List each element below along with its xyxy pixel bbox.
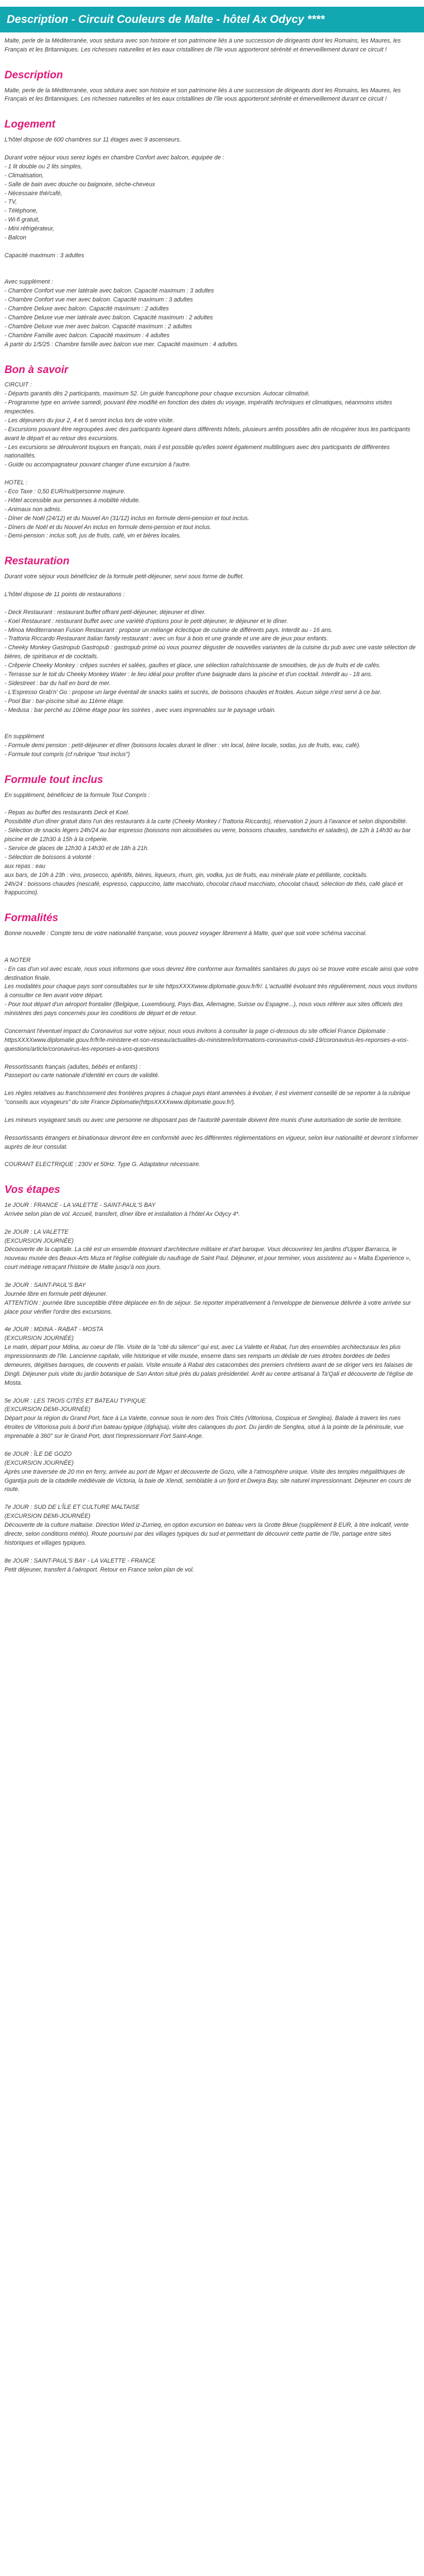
- text-line: - Chambre Deluxe vue mer avec balcon. Capacité maximum : 2 adultes: [4, 323, 192, 330]
- text-line: Concernant l'éventuel impact du Coronavirus sur votre séjour, nous vous invitons à consulter la page ci-dessous du site officiel France Diplomatie :: [4, 1027, 389, 1035]
- spacer: [4, 270, 420, 279]
- spacer: [4, 724, 420, 733]
- spacer: [4, 1081, 420, 1089]
- text-line: A NOTER: [4, 956, 31, 964]
- text-line: - Crêperie Cheeky Monkey : crêpes sucrées et salées, gaufres et glace, une sélection rafraîchissante de smoothies, de jus de fruits et de cafés.: [4, 662, 381, 669]
- section-heading-description: Description: [4, 69, 63, 81]
- text-line: - Dîners de Noël et du Nouvel An inclus en formule demi-pension et tout inclus.: [4, 523, 211, 531]
- text-line: (EXCURSION JOURNÉE): [4, 1237, 74, 1244]
- text-line: - Les déjeuners du jour 2, 4 et 6 seront inclus lors de votre visite.: [4, 417, 175, 424]
- text-line: Possibilité d'un dîner gratuit dans l'un des restaurants à la carte (Cheeky Monkey / Trattoria Riccardo), réservation 2 jours à l'avance et selon disponibilité.: [4, 818, 408, 825]
- section-formule-tout-inclus: [4, 774, 420, 898]
- text-line: - Sélection de snacks légers 24h/24 au bar espresso (boissons non alcoolisées ou verre, boissons chaudes, sandwichs et salades), de 12h à 14h30 au bar piscine et de 12h30 à 15h à la crêperie.: [4, 827, 411, 843]
- text-line: - Chambre Confort vue mer avec balcon. Capacité maximum : 3 adultes: [4, 296, 193, 304]
- text-line: - Programme type en arrivée samedi, pouvant être modifié en fonction des dates du voyage, impératifs techniques et climatiques, néanmoins visites respectées.: [4, 399, 393, 415]
- text-line: - Chambre Confort vue mer latérale avec balcon. Capacité maximum : 3 adultes: [4, 287, 214, 295]
- text-line: - Mini réfrigérateur,: [4, 225, 54, 233]
- text-line: ATTENTION : journée libre susceptible d'être déplacée en fin de séjour. Se reporter impérativement à l'enveloppe de bienvenue délivrée à votre arrivée sur place pour vérifier l'ordre des excursions.: [4, 1299, 411, 1315]
- section-body-bon-a-savoir: [4, 381, 420, 541]
- text-line: - Pour tout départ d'un aéroport frontalier (Belgique, Luxembourg, Pays-Bas, Allemagne, Suisse ou Espagne...), nous vous référer aux sites officiels des ministères des pays concernés pour les conditions de départ et de retour.: [4, 1001, 403, 1017]
- text-line: - Balcon: [4, 234, 26, 241]
- text-line: - Sélection de boissons à volonté :: [4, 853, 95, 861]
- spacer: [4, 1317, 420, 1326]
- section-restauration: [4, 555, 420, 759]
- text-line: 6e JOUR : ÎLE DE GOZO: [4, 1450, 72, 1457]
- text-line: Journée libre en formule petit déjeuner.: [4, 1290, 107, 1298]
- text-line: - Chambre Deluxe avec balcon. Capacité maximum : 2 adultes: [4, 305, 169, 313]
- text-line: - Salle de bain avec douche ou baignoire, sèche-cheveux: [4, 181, 156, 188]
- text-line: - Hôtel accessible aux personnes à mobilité réduite.: [4, 497, 140, 504]
- section-vos-etapes: [4, 1184, 420, 1574]
- spacer: [4, 145, 420, 154]
- text-line: - Minoa Mediterranean Fusion Restaurant : propose un mélange éclectique de cuisine de différents pays. Interdit au - 16 ans.: [4, 626, 333, 634]
- spacer: [4, 582, 420, 591]
- section-description: [4, 69, 420, 105]
- section-body-formule-tout-inclus: [4, 791, 420, 898]
- text-line: - TV,: [4, 199, 17, 206]
- section-body-vos-etapes: [4, 1201, 420, 1574]
- text-line: A partir du 1/5/25 : Chambre famille avec balcon vue mer. Capacité maximum : 4 adultes.: [4, 341, 239, 348]
- intro-paragraph: Malte, perle de la Méditerranée, vous séduira avec son histoire et son patrimoine liés à une succession de dirigeants dont les Romains, les Maures, les Français et les Britanniques. Les richesses naturelles et les eaux cristallines de l'île vous apporteront sérénité et émerveillement durant ce circuit !: [4, 37, 401, 53]
- text-line: - Eco Taxe : 0,50 EUR/nuit/personne majeure.: [4, 488, 126, 496]
- text-line: - Chambre Famille avec balcon. Capacité maximum : 4 adultes: [4, 332, 169, 339]
- section-body-logement: [4, 136, 420, 349]
- text-line: CIRCUIT :: [4, 381, 32, 389]
- section-logement: [4, 119, 420, 349]
- section-body-restauration: [4, 573, 420, 759]
- text-line: Découverte de la culture maltaise. Direction Wied iz-Zurrieq, en option excursion en bateau vers la Grotte Bleue (supplément 8 EUR, à titre indicatif, vente directe, selon conditions météo). Route poursuivi par des villages typiques du sud et permettant de découvrir cette partie de l'île, partage entre sites historiques et villages typiques.: [4, 1522, 409, 1546]
- text-line: - Service de glaces de 12h30 à 14h30 et de 18h à 21h.: [4, 845, 149, 852]
- text-line: Départ pour la région du Grand Port, face à La Valette, connue sous le nom des Trois Cités (Vittoriosa, Cospicua et Senglea). Balade à travers les rues étroites de Vittoriosa puis à bord d'un bateau typique (dghajsa), visite des calanques du port. Du jardin de Senglea, situé à la pointe de la péninsule, vue imprenable à 360° sur le Grand Port, dont l'impressionnant Fort Saint-Ange.: [4, 1415, 404, 1440]
- text-line: 8e JOUR : SAINT-PAUL'S BAY - LA VALETTE - FRANCE: [4, 1557, 156, 1564]
- section-heading-restauration: Restauration: [4, 555, 70, 568]
- text-line: 4e JOUR : MDINA - RABAT - MOSTA: [4, 1326, 103, 1333]
- text-line: - Climatisation,: [4, 172, 44, 179]
- text-line: - Medusa : bar perché au 10ème étage pour les soirées , avec vues imprenables sur le paysage urbain.: [4, 706, 276, 714]
- spacer: [4, 1219, 420, 1228]
- text-line: - Cheeky Monkey Gastropub Gastropub : gastropub primé où vous pourrez déguster de nouvelles variantes de la cuisine du pub avec une vaste sélection de bières, de spiritueux et de cocktails.: [4, 644, 416, 660]
- section-heading-logement: Logement: [4, 119, 55, 131]
- text-line: (EXCURSION JOURNÉE): [4, 1335, 74, 1342]
- section-heading-vos-etapes: Vos étapes: [4, 1184, 60, 1196]
- spacer: [4, 1388, 420, 1397]
- text-line: 1e JOUR : FRANCE - LA VALETTE - SAINT-PAUL'S BAY: [4, 1201, 156, 1209]
- text-line: - Pool Bar : bar-piscine situé au 11ème étage.: [4, 697, 125, 705]
- text-line: COURANT ELECTRIQUE : 230V et 50Hz. Type G. Adaptateur nécessaire.: [4, 1161, 201, 1168]
- text-line: Petit déjeuner, transfert à l'aéroport. Retour en France selon plan de vol.: [4, 1566, 194, 1573]
- text-line: - Formule tout compris (cf rubrique "tout inclus"): [4, 751, 130, 758]
- text-line: Les mineurs voyageant seuls ou avec une personne ne disposant pas de l'autorité parentale doivent être munis d'une autorisation de sortie de territoire.: [4, 1116, 403, 1124]
- text-line: Le matin, départ pour Mdina, au coeur de l'île. Visite de la "cité du silence" qui est, avec La Valette et Rabat, l'un des ensembles architecturaux les plus impressionnants de l'île. Lancienne capitale, ville historique et ville musée, enserre dans ses remparts un dédale de rues étroites bordées de belles demeures, dégitises baroques, de couvents et palais. Visite ensuite à Rabat des catacombes des premiers chrétiens avant de se diriger vers les falaises de Dingli. Déjeuner puis visite du jardin botanique de San Anton situé près du palais présidentiel. Arrêt au centre artisanal à Ta'Qali et découverte de l'église de Mosta.: [4, 1344, 413, 1386]
- text-line: 3e JOUR : SAINT-PAUL'S BAY: [4, 1282, 86, 1289]
- spacer: [4, 938, 420, 947]
- text-line: - Repas au buffet des restaurants Deck et Koel.: [4, 809, 130, 817]
- text-line: HOTEL :: [4, 479, 28, 487]
- spacer: [4, 1152, 420, 1160]
- text-line: - Téléphone,: [4, 207, 38, 215]
- spacer: [4, 1107, 420, 1116]
- section-body-formalites: [4, 930, 420, 1169]
- text-line: - Excursions pouvant être regroupées avec des participants logeant dans différents hôtels, plusieurs arrêts possibles afin de récupérer tous les participants avant le départ et au retour des excursions.: [4, 426, 411, 442]
- text-line: En supplément: [4, 733, 44, 740]
- section-heading-bon-a-savoir: Bon à savoir: [4, 364, 69, 376]
- spacer: [4, 261, 420, 270]
- content: [0, 37, 424, 1574]
- text-line: Durant votre séjour vous serez logés en chambre Confort avec balcon, équipée de :: [4, 154, 224, 161]
- text-line: - Sidestreet : bar du hall en bord de mer.: [4, 680, 111, 687]
- text-line: L'hôtel dispose de 600 chambres sur 11 étages avec 9 ascenseurs.: [4, 136, 181, 144]
- text-line: - Chambre Deluxe vue mer latérale avec balcon. Capacité maximum : 2 adultes: [4, 314, 213, 321]
- text-line: (EXCURSION JOURNÉE): [4, 1459, 74, 1466]
- spacer: [4, 470, 420, 479]
- text-line: (EXCURSION DEMI-JOURNÉE): [4, 1513, 91, 1520]
- text-line: - Terrasse sur le toit du Cheeky Monkey Water : le lieu idéal pour profiter d'une baignade dans la piscine et d'un cocktail. Interdit au - 18 ans.: [4, 671, 373, 678]
- spacer: [4, 800, 420, 809]
- text-line: Avec supplément :: [4, 279, 53, 286]
- spacer: [4, 1441, 420, 1450]
- section-body-description: [4, 87, 420, 105]
- text-line: Les modalités pour chaque pays sont consultables sur le site httpsXXXXwww.diplomatie.gouv.fr/fr/. L'actualité évoluant très régulièrement, nous vous invitons à consulter ce lien avant votre départ.: [4, 983, 417, 999]
- spacer: [4, 715, 420, 724]
- section-formalites: [4, 912, 420, 1169]
- text-line: Ressortissants français (adultes, bébés et enfants) :: [4, 1063, 141, 1070]
- text-line: - L'Espresso Grab'n' Go : propose un large éventail de snacks salés et sucrés, de boissons chaudes et froides. Aucun siège n'est servi à ce bar.: [4, 688, 381, 696]
- text-line: 24h/24 : boissons chaudes (nescafé, espresso, cappuccino, latte macchiato, chocolat chaud macchiato, chocolat chaud, sélection de thés, café glacé et frappuccino).: [4, 880, 403, 897]
- spacer: [4, 1494, 420, 1503]
- text-line: - 1 lit double ou 2 lits simples,: [4, 163, 82, 170]
- text-line: - Deck Restaurant : restaurant buffet offrant petit-déjeuner, déjeuner et dîner.: [4, 608, 206, 616]
- sections-container: [4, 69, 420, 1575]
- text-line: Bonne nouvelle : Compte tenu de votre nationalité française, vous pouvez voyager librement à Malte, quel que soit votre schéma vaccinal.: [4, 930, 367, 937]
- text-line: - Dîner de Noël (24/12) et du Nouvel An (31/12) inclus en formule demi-pension et tout inclus.: [4, 515, 249, 522]
- text-line: Malte, perle de la Méditerranée, vous séduira avec son histoire et son patrimoine liés à une succession de dirigeants dont les Romains, les Maures, les Français et les Britanniques. Les richesses naturelles et les eaux cristallines de l'île vous apporteront sérénité et émerveillement durant ce circuit !: [4, 87, 401, 103]
- text-line: 7e JOUR : SUD DE L'ÎLE ET CULTURE MALTAISE: [4, 1504, 140, 1511]
- text-line: - Demi-pension : inclus soft, jus de fruits, café, vin et bières locales.: [4, 532, 181, 540]
- text-line: Découverte de la capitale. La cité est un ensemble étonnant d'architecture militaire et d'art baroque. Vous découvrirez les jardins d'Upper Barracca, le nouveau musée des Beaux-Arts Muza et l'église collégiale du naufrage de Saint Paul. Déjeuner, et pour terminer, vous assisterez au « Malta Experience », court métrage retraçant l'histoire de Malte jusqu'à nos jours.: [4, 1246, 411, 1271]
- text-line: Les règles relatives au franchissement des frontières propres à chaque pays étant amenées à évoluer, il est vivement conseillé de se reporter à la rubrique "conseils aux voyageurs" du site France Diplomatie(httpsXXXXwww.diplomatie.gouv.fr/).: [4, 1090, 411, 1106]
- spacer: [4, 243, 420, 252]
- text-line: - Formule demi pension : petit-déjeuner et dîner (boissons locales durant le dîner : vin local, bière locale, sodas, jus de fruits, eau, café).: [4, 742, 361, 749]
- text-line: - Koel Restaurant : restaurant buffet avec une variété d'options pour le petit déjeuner, le déjeuner et le dîner.: [4, 617, 288, 625]
- text-line: - Guide ou accompagnateur pouvant changer d'une excursion à l'autre.: [4, 461, 191, 469]
- spacer: [4, 1272, 420, 1281]
- text-line: - Wi-fi gratuit,: [4, 216, 40, 224]
- spacer: [4, 600, 420, 608]
- text-line: - Départs garantis dès 2 participants, maximum 52. Un guide francophone pour chaque excursion. Autocar climatisé.: [4, 390, 310, 398]
- text-line: Après une traversée de 20 mn en ferry, arrivée au port de Mgarr et découverte de Gozo, ville à l'atmosphère unique. Visite des temples mégalithiques de Ggantija puis de la citadelle médiévale de Victoria, la baie de Xlendi, semblable à un fjord et Dwejra Bay, site naturel impressionnant. Déjeuner en cours de route.: [4, 1468, 411, 1493]
- text-line: - Les excursions se dérouleront toujours en français, mais il est possible qu'elles soient également multilingues avec des participants de différentes nationalités.: [4, 444, 390, 460]
- spacer: [4, 1548, 420, 1557]
- section-heading-formule-tout-inclus: Formule tout inclus: [4, 773, 103, 786]
- text-line: Ressortissants étrangers et binationaux devront être en conformité avec les différentes réglementations en vigueur, selon leur nationalité et devront s'informer auprès de leur consulat.: [4, 1134, 418, 1150]
- spacer: [4, 1054, 420, 1063]
- spacer: [4, 947, 420, 956]
- text-line: Capacité maximum : 3 adultes: [4, 252, 84, 259]
- text-line: - Animaux non admis.: [4, 506, 62, 513]
- text-line: Arrivée selon plan de vol. Accueil, transfert, dîner libre et installation à l'hôtel Ax Odycy 4*.: [4, 1210, 241, 1218]
- page-title: Description - Circuit Couleurs de Malte - hôtel Ax Odycy ****: [0, 7, 424, 32]
- section-bon-a-savoir: [4, 364, 420, 541]
- spacer: [4, 1125, 420, 1134]
- text-line: (EXCURSION DEMI-JOURNÉE): [4, 1406, 91, 1413]
- text-line: httpsXXXXwww.diplomatie.gouv.fr/fr/le-ministere-et-son-reseau/actualites-du-ministere/informations-coronavirus-covid-19/coronavirus-les-reponses-a-vos-questions/article/coronavirus-les-reponses-a-vos-questions: [4, 1036, 409, 1053]
- text-line: 5e JOUR : LES TROIS CITÉS ET BATEAU TYPIQUE: [4, 1397, 146, 1404]
- text-line: Durant votre séjour vous bénéficiez de la formule petit-déjeuner, servi sous forme de buffet.: [4, 573, 244, 581]
- text-line: - En cas d'un vol avec escale, nous vous informons que vous devrez être conforme aux formalités sanitaires du pays où se trouve votre escale ainsi que votre destination finale.: [4, 965, 418, 982]
- text-line: Passeport ou carte nationale d'identité en cours de validité.: [4, 1072, 160, 1079]
- spacer: [4, 1018, 420, 1027]
- text-line: - Trattoria Riccardo Restaurant Italian family restaurant : avec un four à bois et une grande et une aire de jeux pour enfants.: [4, 635, 328, 643]
- text-line: aux repas : eau: [4, 862, 46, 870]
- text-line: 2e JOUR : LA VALETTE: [4, 1228, 69, 1235]
- text-line: L'hôtel dispose de 11 points de restaurations :: [4, 591, 125, 598]
- text-line: En supplément, bénéficiez de la formule Tout Compris :: [4, 791, 150, 799]
- text-line: aux bars, de 10h à 23h : vins, prosecco, apéritifs, bières, liqueurs, rhum, gin, vodka, jus de fruits, eau minérale plate et pétillante, cocktails.: [4, 871, 368, 879]
- text-line: - Nécessaire thé/café,: [4, 190, 63, 197]
- section-heading-formalites: Formalités: [4, 912, 59, 924]
